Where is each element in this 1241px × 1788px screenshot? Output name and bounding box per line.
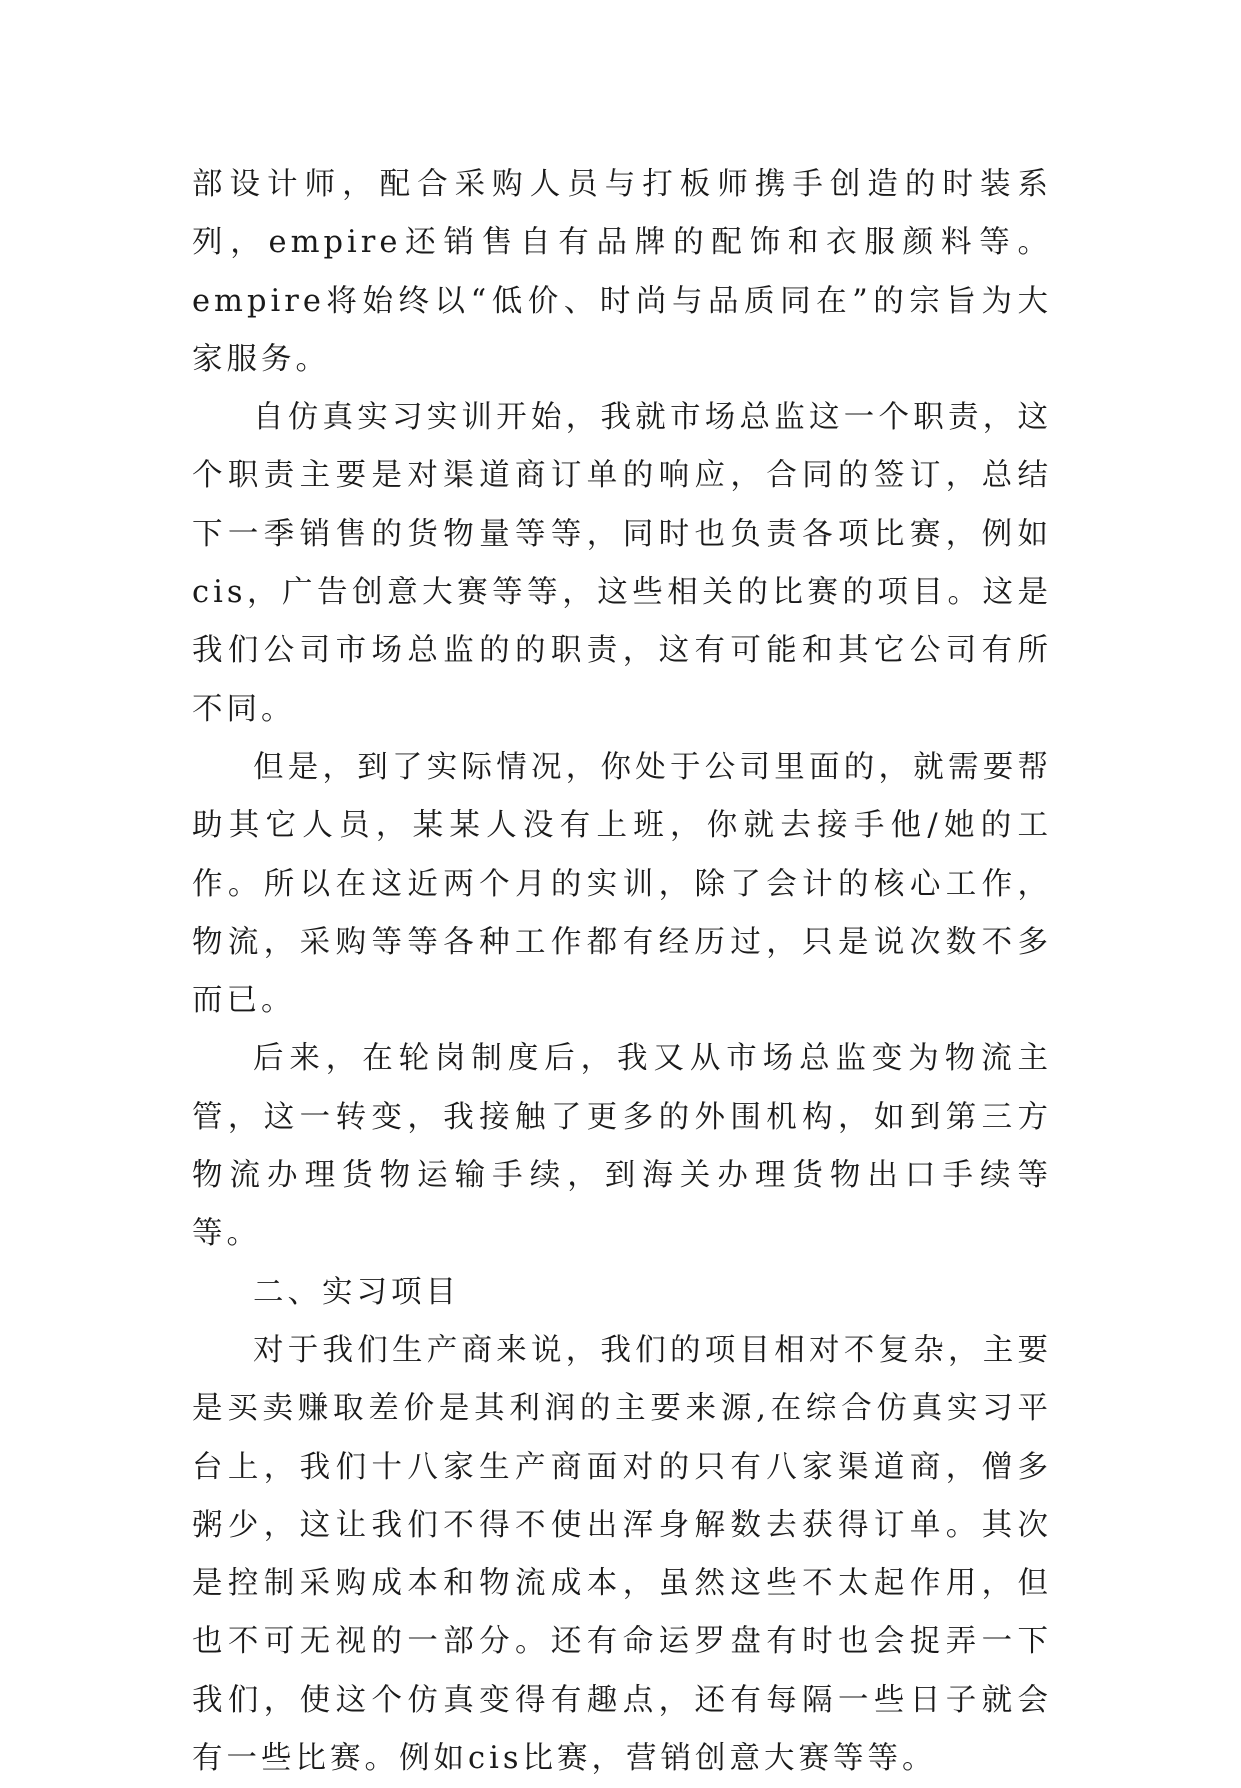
paragraph-continuation: 部设计师，配合采购人员与打板师携手创造的时装系列，empire还销售自有品牌的配饰和衣服颜料等。empire将始终以“低价、时尚与品质同在”的宗旨为大家服务。	[192, 167, 1052, 377]
paragraph-job-rotation: 后来，在轮岗制度后，我又从市场总监变为物流主管，这一转变，我接触了更多的外围机构，如到第三方物流办理货物运输手续，到海关办理货物出口手续等等。	[192, 1041, 1052, 1252]
document-body	[192, 156, 1052, 1788]
paragraph-helping-others: 但是，到了实际情况，你处于公司里面的，就需要帮助其它人员，某某人没有上班，你就去接手他/她的工作。所以在这近两个月的实训，除了会计的核心工作，物流，采购等等各种工作都有经历过，只是说次数不多而已。	[192, 749, 1052, 1019]
paragraph-project-description: 对于我们生产商来说，我们的项目相对不复杂，主要是买卖赚取差价是其利润的主要来源,在综合仿真实习平台上，我们十八家生产商面对的只有八家渠道商，僧多粥少，这让我们不得不使出浑身解数去获得订单。其次是控制采购成本和物流成本，虽然这些不太起作用，但也不可无视的一部分。还有命运罗盘有时也会捉弄一下我们，使这个仿真变得有趣点，还有每隔一些日子就会有一些比赛。例如cis比赛，营销创意大赛等等。	[192, 1332, 1052, 1777]
section-heading-internship-projects: 二、实习项目	[253, 1274, 460, 1310]
paragraph-market-director-duties: 自仿真实习实训开始，我就市场总监这一个职责，这个职责主要是对渠道商订单的响应，合同的签订，总结下一季销售的货物量等等，同时也负责各项比赛，例如cis，广告创意大赛等等，这些相关的比赛的项目。这是我们公司市场总监的的职责，这有可能和其它公司有所不同。	[192, 400, 1052, 727]
